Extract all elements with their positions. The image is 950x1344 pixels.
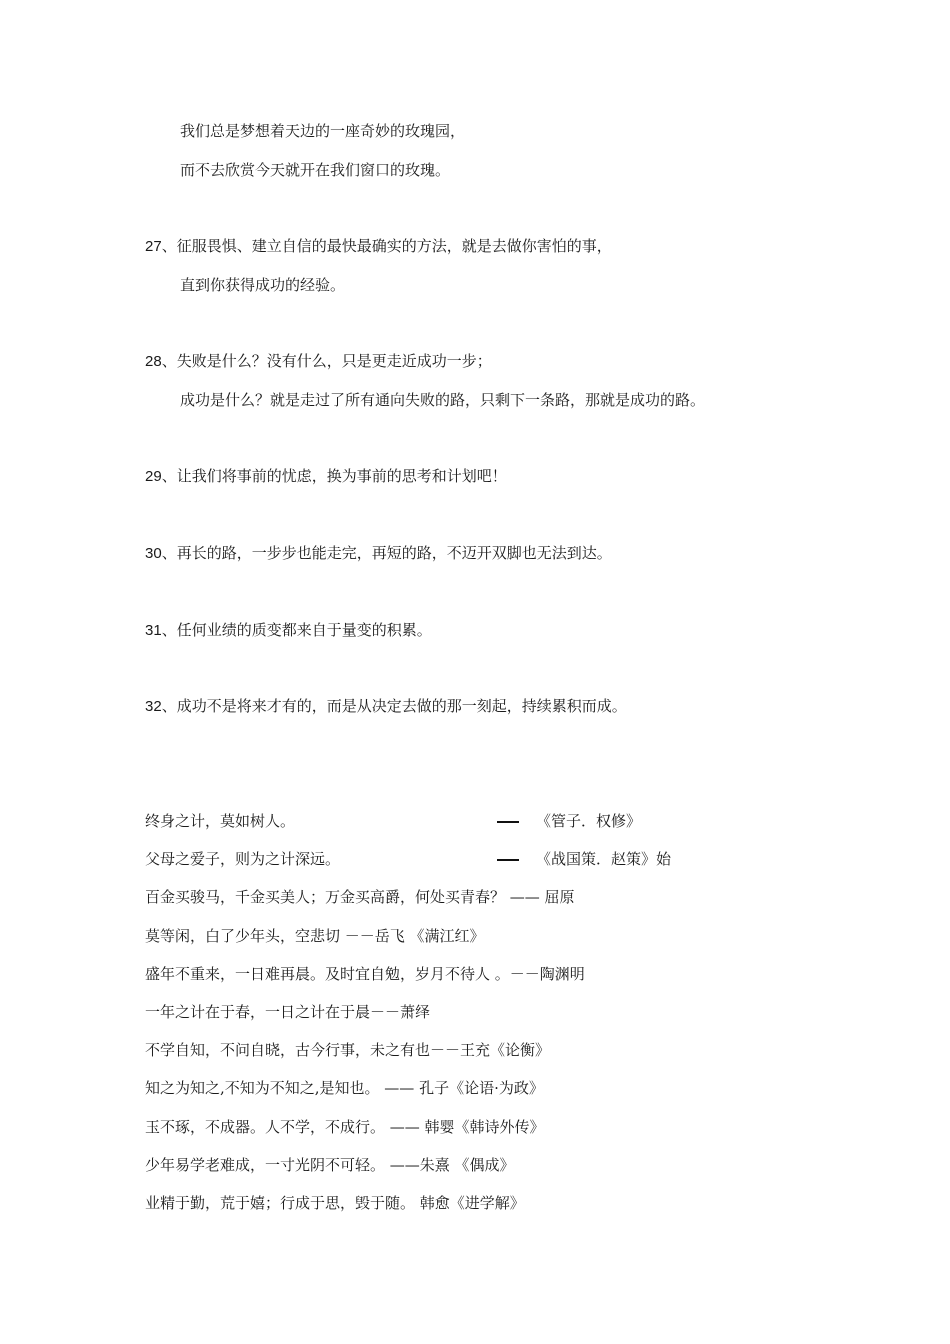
item-separator: 、 <box>161 697 177 715</box>
quote-dash-2 <box>497 859 519 861</box>
item-number: 30 <box>145 545 162 562</box>
quote-line-1: 终身之计，莫如树人。 <box>145 812 296 830</box>
item-number: 28 <box>145 353 162 370</box>
list-item-27-continuation: 直到你获得成功的经验。 <box>180 276 346 294</box>
quote-line-4: 莫等闲，白了少年头，空悲切 －－岳飞 《满江红》 <box>145 927 485 945</box>
quote-line-3: 百金买骏马，千金买美人；万金买高爵，何处买青春？ —— 屈原 <box>145 888 575 906</box>
list-item-30 <box>145 543 612 564</box>
quote-line-9: 玉不琢，不成器。人不学，不成行。 —— 韩婴《韩诗外传》 <box>145 1118 545 1136</box>
list-item-27 <box>145 236 612 257</box>
item-separator: 、 <box>161 237 177 255</box>
quote-line-5: 盛年不重来，一日难再晨。及时宜自勉，岁月不待人 。－－陶渊明 <box>145 965 585 983</box>
intro-line-2: 而不去欣赏今天就开在我们窗口的玫瑰。 <box>180 161 451 179</box>
item-number: 29 <box>145 468 162 485</box>
list-item-31 <box>145 620 432 641</box>
quote-line-2: 父母之爱子，则为之计深远。 <box>145 850 341 868</box>
quote-line-6: 一年之计在于春，一日之计在于晨－－萧绎 <box>145 1003 431 1021</box>
item-text: 再长的路，一步步也能走完，再短的路，不迈开双脚也无法到达。 <box>176 544 612 562</box>
quote-line-8: 知之为知之,不知为不知之,是知也。 —— 孔子《论语·为政》 <box>145 1079 544 1097</box>
item-separator: 、 <box>161 544 177 562</box>
item-text: 任何业绩的质变都来自于量变的积累。 <box>176 621 432 639</box>
quote-line-10: 少年易学老难成，一寸光阴不可轻。 ——朱熹 《偶成》 <box>145 1156 515 1174</box>
item-text: 让我们将事前的忧虑，换为事前的思考和计划吧！ <box>176 467 507 485</box>
item-number: 31 <box>145 622 162 639</box>
item-text: 失败是什么？没有什么，只是更走近成功一步； <box>176 352 492 370</box>
quote-dash-1 <box>497 821 519 823</box>
list-item-29 <box>145 466 507 487</box>
quote-line-7: 不学自知，不问自晓，古今行事，未之有也－－王充《论衡》 <box>145 1041 551 1059</box>
item-separator: 、 <box>161 352 177 370</box>
quote-source-1: 《管子．权修》 <box>536 812 642 830</box>
list-item-32 <box>145 696 627 717</box>
item-text: 成功不是将来才有的，而是从决定去做的那一刻起，持续累积而成。 <box>176 697 627 715</box>
list-item-28-continuation: 成功是什么？就是走过了所有通向失败的路，只剩下一条路，那就是成功的路。 <box>180 391 706 409</box>
list-item-28 <box>145 351 492 372</box>
quote-line-11: 业精于勤，荒于嬉；行成于思，毁于随。 韩愈《进学解》 <box>145 1194 525 1212</box>
quote-source-2: 《战国策．赵策》始 <box>536 850 672 868</box>
item-number: 27 <box>145 238 162 255</box>
item-separator: 、 <box>161 621 177 639</box>
item-separator: 、 <box>161 467 177 485</box>
intro-line-1: 我们总是梦想着天边的一座奇妙的玫瑰园， <box>180 122 466 140</box>
item-number: 32 <box>145 698 162 715</box>
item-text: 征服畏惧、建立自信的最快最确实的方法，就是去做你害怕的事， <box>176 237 612 255</box>
